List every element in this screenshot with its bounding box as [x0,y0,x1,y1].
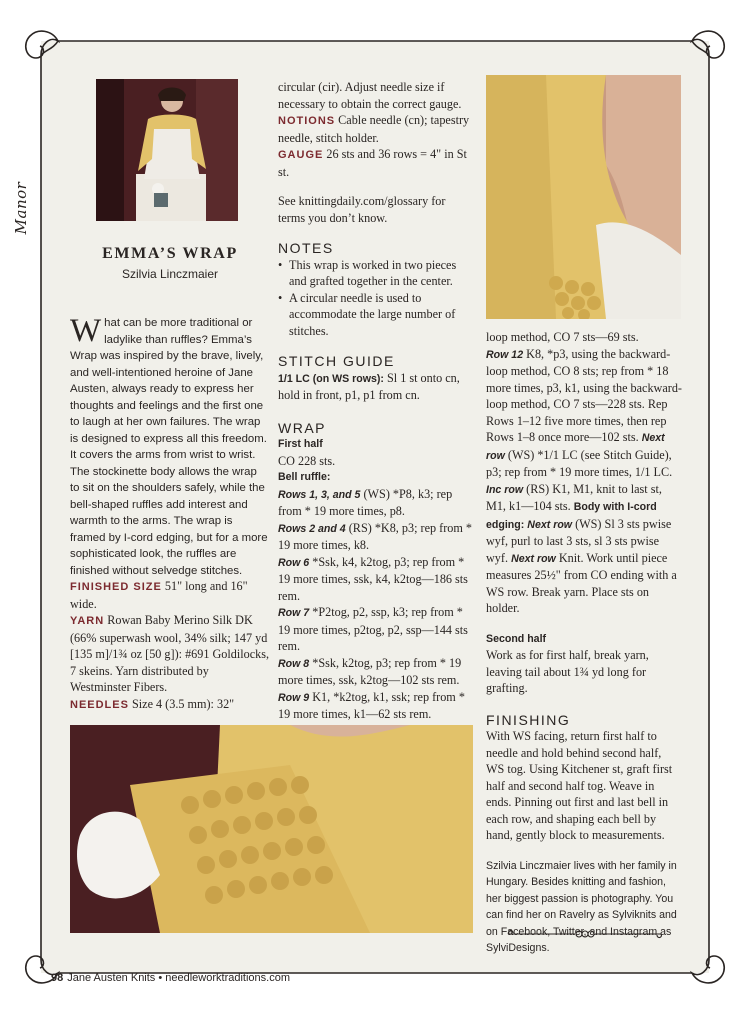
intro-text: hat can be more traditional or ladylike than ruffles? Emma’s Wrap was inspired by the brave, lively, and well-intentioned heroine of Jane Austen, always ready to express her thoughts and feelings and the first one to laugh at her own failures. The wrap is designed to express all this freedom. It covers the arms from wrist to wrist. The stockinette body allows the wrap to sit on the shoulders safely, while the bell-shaped ruffles add interest and warmth to the arms. The wrap is framed by I-cord edging, but for a more sophisticated look, the ruffles are finished without selvedge stitches. [70,317,268,577]
body-next2-text: Knit. Work until piece measures 25½" from CO ending with a WS row. Break yarn. Place sts on holder. [486,550,677,615]
row-text: (WS) *P8, k3; rep from * 19 more times, p8. [278,486,453,518]
footer-text: Jane Austen Knits • needleworktraditions.com [67,972,290,984]
wrap-heading: WRAP [278,419,326,436]
cast-on: CO 228 sts. [278,453,336,468]
row-instruction [278,689,474,723]
stitch-guide-lc [278,370,474,404]
notes-heading: NOTES [278,240,334,256]
notions [278,112,474,146]
row-instruction [278,554,474,605]
article-author: Szilvia Linczmaier [121,267,219,281]
right-column [486,329,682,957]
needles [70,696,270,714]
yarn-label: YARN [70,615,105,627]
designer-bio: Szilvia Linczmaier lives with her family in Hungary. Besides knitting and fashion, her biggest passion is photography. You can find her on Ravelry as Sylviknits and on Facebook, Twitter, and Instagram as SylviDesigns. [486,859,677,954]
body-label: Body with I-cord edging: [486,501,657,531]
glossary-note: See knittingdaily.com/glossary for terms you don’t know. [278,194,446,225]
specs-block [70,578,270,713]
notions-value: Cable needle (cn); tapestry needle, stitch holder. [278,113,470,145]
notions-label: NOTIONS [278,115,336,127]
drop-cap: W [70,313,102,349]
row-instruction [278,655,474,689]
row-text: *Ssk, k2tog, p3; rep from * 19 more times, ssk, k2tog—102 sts rem. [278,655,462,687]
shoulder-photo-image [486,75,681,319]
next-row-label: Next row [486,432,665,462]
section-tab-label: Manor [12,181,30,235]
second-half-heading: Second half [486,632,547,645]
finished-size [70,578,270,612]
finishing-heading: FINISHING [486,711,571,728]
inc-row-text: (RS) K1, M1, knit to last st, M1, k1—104 sts. [486,481,662,513]
needles-label: NEEDLES [70,698,129,711]
page-number: 98 [51,972,64,984]
row-text: (RS) *K8, p3; rep from * 19 more times, k8. [278,520,472,552]
ruffle-photo-image [70,725,473,933]
row-label: Rows 1, 3, and 5 [278,488,361,501]
row-label: Row 8 [278,657,310,670]
stitch-guide-lc-label: 1/1 LC (on WS rows): [278,372,384,385]
row-text: *P2tog, p2, ssp, k3; rep from * 19 more times, p2tog, p2, ssp—144 sts rem. [278,605,468,653]
section-tab [5,175,37,245]
finished-size-label: FINISHED SIZE [70,581,162,593]
finishing-text: With WS facing, return first half to needle and hold behind second half, WS tog. Using Kitchener st, graft first half and second half tog. Weave in ends. Pinning out first and last bell in each row, and shaping each bell by hand, gently block to measurements. [486,729,673,842]
notes-list [278,257,474,340]
row-label: Row 6 [278,556,310,569]
middle-column [278,79,474,758]
notes-item: • A circular needle is used to accommodate the large number of stitches. [278,290,474,340]
needles-value: Size 4 (3.5 mm): 32" [132,696,235,711]
row-12 [486,346,682,617]
shoulder-photo [486,75,681,319]
row-instruction [278,486,474,520]
body-next-text: (WS) Sl 3 sts pwise wyf, purl to last 3 sts, sl 3 sts pwise wyf. [486,516,672,565]
yarn-value: Rowan Baby Merino Silk DK (66% superwash wool, 34% silk; 147 yd [135 m]/1¾ oz [50 g]): #691 Goldilocks, 7 skeins. Yarn distributed by Westminster Fibers. [70,613,270,694]
row-label: Row 9 [278,691,310,704]
bell-ruffle-heading: Bell ruffle: [278,471,331,483]
body-next-label: Next row [527,518,573,531]
row-12-label: Row 12 [486,348,524,361]
row-text: *Ssk, k4, k2tog, p3; rep from * 19 more times, ssk, k4, k2tog—186 sts rem. [278,554,468,603]
gauge-label: GAUGE [278,149,324,161]
inc-row-label: Inc row [486,483,524,496]
article-title: EMMA’S WRAP [102,245,238,262]
page-footer [51,972,290,984]
divider-ornament [505,926,665,942]
row-label: Row 7 [278,607,310,619]
needles-continued: circular (cir). Adjust needle size if necessary to obtain the correct gauge. [278,80,462,111]
notes-item: • This wrap is worked in two pieces and grafted together in the center. [278,257,474,290]
next-row-text: (WS) *1/1 LC (see Stitch Guide), p3; rep from * 19 more times, 1/1 LC. [486,447,673,479]
gauge-value: 26 sts and 36 rows = 4" in St st. [278,147,467,179]
finished-size-value: 51" long and 16" wide. [70,579,248,611]
row-instruction [278,520,474,554]
row-label: Rows 2 and 4 [278,522,346,535]
row11-continued: loop method, CO 7 sts—69 sts. [486,330,639,344]
row-text: K1, *k2tog, k1, ssk; rep from * 19 more times, k1—62 sts rem. [278,689,465,721]
model-photo-image [96,79,238,221]
row-12-text: K8, *p3, using the backward-loop method, CO 8 sts; rep from * 18 more times, p3, k1, using the backward-loop method, CO 7 sts—228 sts. Rep Rows 1–12 five more times, then rep Rows 1–8 once more—102 sts. [486,346,682,444]
intro-paragraph [70,315,268,579]
body-next2-label: Next row [511,552,556,565]
first-half-heading: First half [278,438,323,450]
model-photo [96,79,238,221]
ruffle-photo [70,725,473,933]
second-half-text: Work as for first half, break yarn, leaving tail about 1¾ yd long for grafting. [486,648,649,695]
gauge [278,146,474,180]
stitch-guide-lc-text: Sl 1 st onto cn, hold in front, p1, p1 from cn. [278,370,460,402]
stitch-guide-heading: STITCH GUIDE [278,353,395,369]
yarn [70,612,270,696]
row-instruction [278,604,474,655]
